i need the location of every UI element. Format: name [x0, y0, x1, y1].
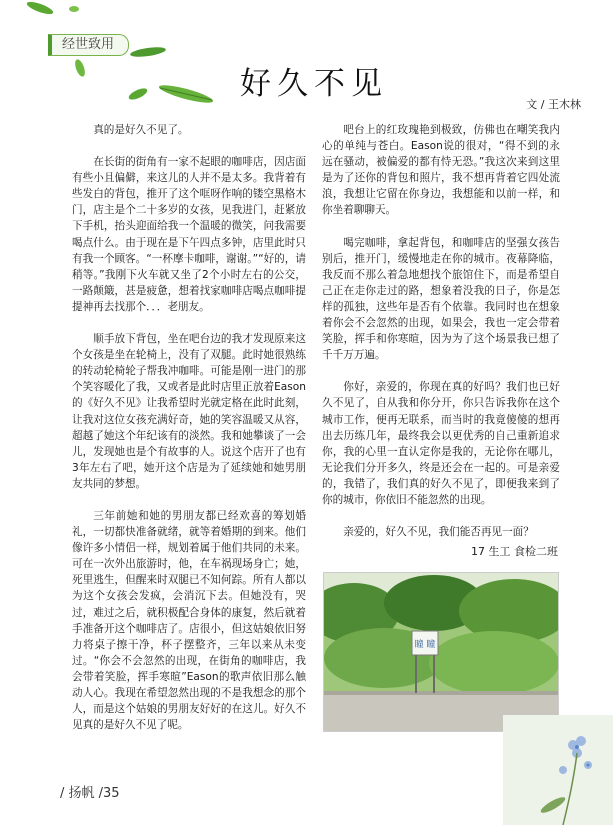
- section-tag: 经世致用: [48, 34, 129, 56]
- decorative-flowers-icon: [503, 715, 613, 825]
- paragraph: 亲爱的，好久不见，我们能否再见一面？: [343, 526, 534, 539]
- paragraph: 在长街的街角有一家不起眼的咖啡店，因店面有些小且偏僻，来这儿的人并不是太多。我背着有些发白的背包，推开了这个哐呀作响的镂空黑格木门，店主是个二十多岁的女孩，见我进门，赶紧放下手机，抬头迎面给我一个温暖的微笑，问我需要喝点什么。由于现在是下午四点多钟，店里此时只有我一个顾客。“一杯摩卡咖啡，谢谢。”“好的，请稍等。”我刚下火车就又坐了2个小时左右的公交，一路颠簸，甚是疲惫，想着找家咖啡店喝点咖啡提提神再去找那个．．．老朋友。: [72, 156, 306, 313]
- paragraph: 吧台上的红玫瑰艳到极致，仿佛也在嘲笑我内心的单纯与苍白。Eason说的很对，“得不到的永远在骚动，被偏爱的都有恃无恐。”我这次来到这里是为了还你的背包和照片，我不想再背着它四处流浪，我想让它留在你身边，我想能和以前一样，和你坐着聊聊天。: [322, 124, 560, 217]
- paragraph: 三年前她和她的男朋友都已经欢喜的筹划婚礼，一切都快准备就绪，就等着婚期的到来。他们像许多小情侣一样，规划着属于他们共同的未来。可在一次外出旅游时，他，在车祸现场身亡；她，死里逃生，但醒来时双腿已不知何踪。所有人都以为这个女孩会发疯，会消沉下去。但她没有，哭过，难过之后，就积极配合身体的康复，然后就着手准备开这个咖啡店了。店很小，但这姑娘依旧努力将桌子擦干净，杯子摆整齐，三年以来从未变过。“你会不会忽然的出现，在街角的咖啡店，我会带着笑脸，挥手寒暄”Eason的歌声依旧那么触动人心。我现在希望忽然出现的不是我想念的那个人，而是这个姑娘的男朋友好好的在这儿。好久不见真的是好久不见了呢。: [72, 509, 306, 732]
- garden-photo-illustration: [324, 573, 558, 731]
- paragraph: 顺手放下背包，坐在吧台边的我才发现原来这个女孩是坐在轮椅上，没有了双腿。此时她很熟练的转动轮椅轮子帮我冲咖啡。可能是刚一进门的那个笑容暖化了我，又或者是此时店里正放着Eason的《好久不见》让我希望时光就定格在此时此刻，让我对这位女孩充满好奇，她的笑容温暖又从容，超越了她这个年纪该有的淡然。我和她攀谈了一会儿，发现她也是个有故事的人。说这个店开了也有3年左右了吧，她开这个店是为了延续她和她男朋友共同的梦想。: [72, 333, 306, 490]
- article-column-right: [322, 122, 560, 560]
- paragraph: 你好，亲爱的，你现在真的好吗？我们也已好久不见了，自从我和你分开，你只告诉我你在这个城市工作，便再无联系，而当时的我竟傻傻的想再出去历练几年，最终我会以更优秀的自己重新追求你，我的心里一直认定你是我的，无论你在哪儿，无论我们分开多久，终是还会在一起的。可是亲爱的，我错了，我们真的好久不见了，即便我来到了你的城市，你依旧不能忽然的出现。: [322, 381, 560, 506]
- page-folio: / 扬帆 /35: [60, 786, 120, 801]
- paragraph: 喝完咖啡，拿起背包，和咖啡店的坚强女孩告别后，推开门，缓慢地走在你的城市。夜幕降临，我反而不那么着急地想找个旅馆住下，而是希望自己正在走你走过的路，想象着没我的日子，你是怎样的孤独，这些年是否有个依靠。我同时也在想象着你会不会忽然的出现，如果会，我也一定会带着笑脸，挥手和你寒暄，因为为了这个场景我已想了千千万万遍。: [322, 236, 560, 362]
- author-class-signature: 17 生工 食检二班: [471, 545, 558, 559]
- article-column-left: [72, 122, 306, 733]
- photo-sign-text: 瞳 瞳: [414, 640, 436, 650]
- article-title: 好久不见: [240, 66, 388, 102]
- article-author: 文 / 王木林: [526, 98, 581, 111]
- paragraph: 真的是好久不见了。: [93, 124, 189, 136]
- article-photo: [323, 572, 559, 732]
